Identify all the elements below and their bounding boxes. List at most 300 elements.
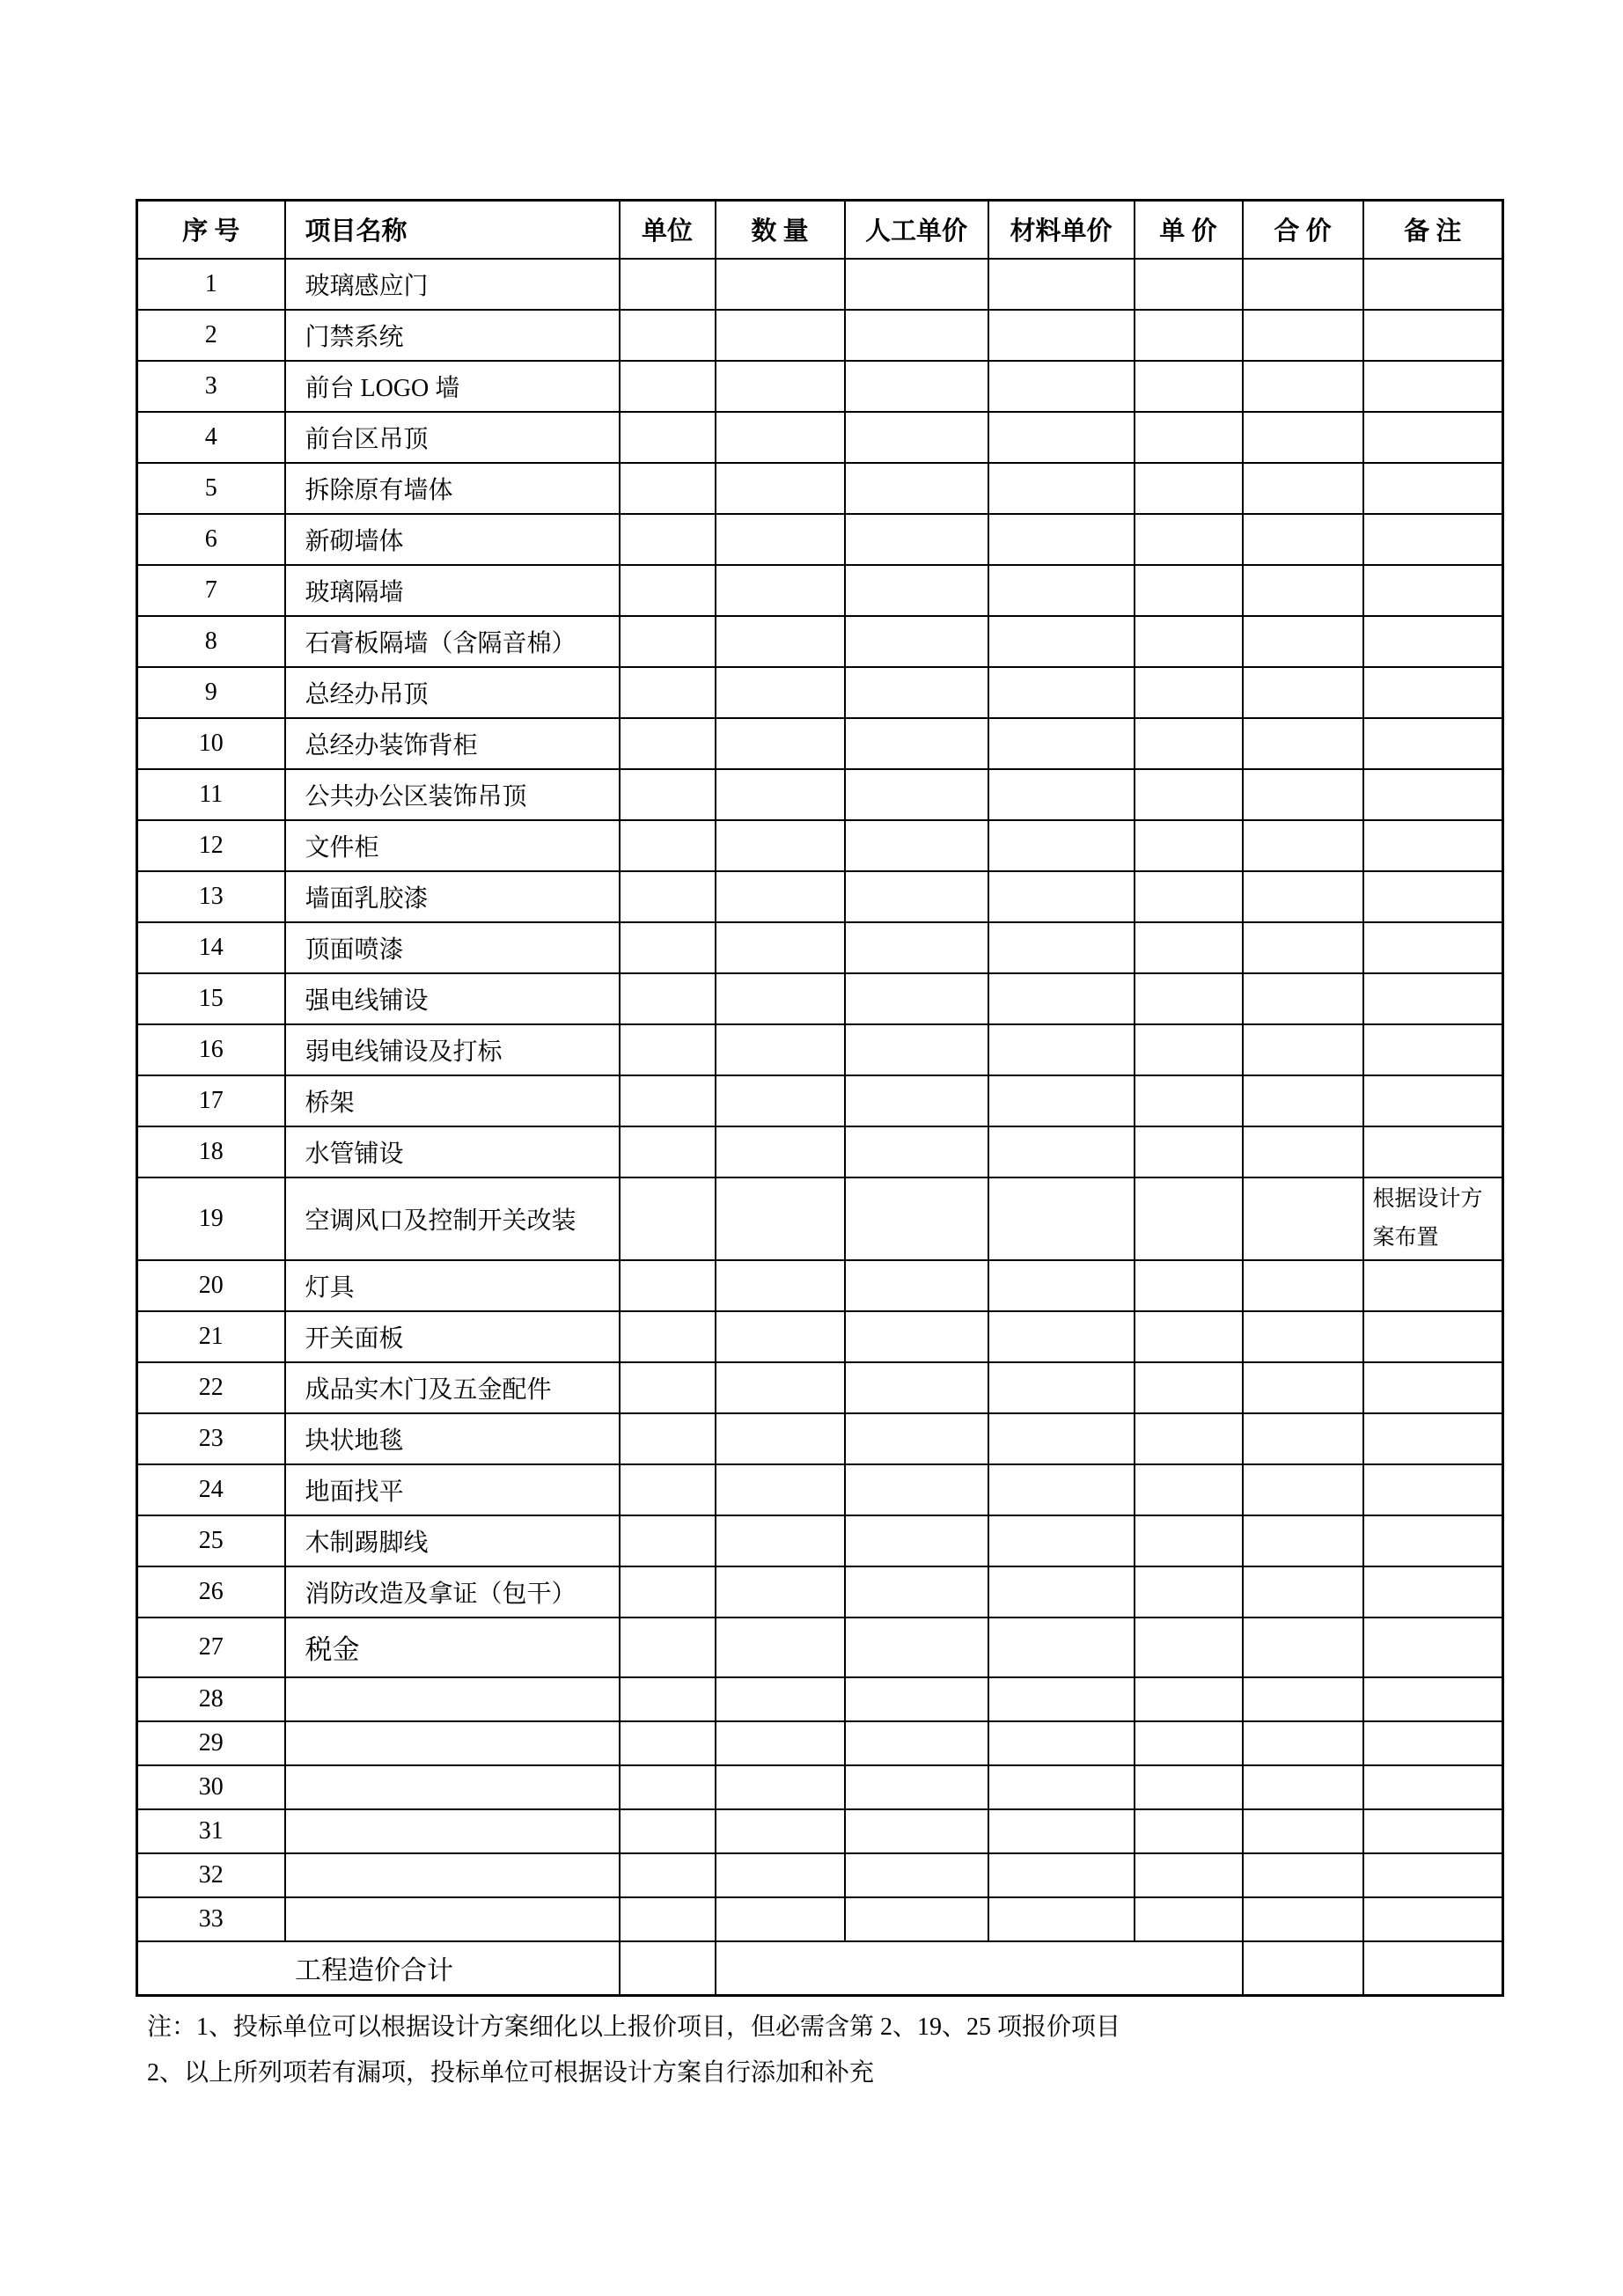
labor-unit-price-cell xyxy=(845,1311,988,1362)
remark-cell xyxy=(1363,1362,1503,1413)
total-price-cell xyxy=(1243,1024,1363,1075)
item-name-cell: 玻璃感应门 xyxy=(285,259,620,310)
labor-unit-price-cell xyxy=(845,1413,988,1464)
remark-cell xyxy=(1363,1677,1503,1721)
serial-number-cell: 28 xyxy=(137,1677,285,1721)
material-unit-price-cell xyxy=(988,922,1135,973)
remark-cell xyxy=(1363,871,1503,922)
table-row xyxy=(137,463,1503,514)
serial-number-cell: 21 xyxy=(137,1311,285,1362)
unit-price-cell xyxy=(1135,1260,1243,1311)
quantity-cell xyxy=(716,1075,845,1126)
quotation-table xyxy=(136,199,1504,1997)
unit-cell xyxy=(620,718,716,769)
table-row xyxy=(137,259,1503,310)
unit-cell xyxy=(620,1177,716,1260)
material-unit-price-cell xyxy=(988,1413,1135,1464)
serial-number-cell: 9 xyxy=(137,667,285,718)
material-unit-price-cell xyxy=(988,412,1135,463)
unit-price-cell xyxy=(1135,1897,1243,1941)
total-price-cell xyxy=(1243,1617,1363,1677)
serial-number-cell: 18 xyxy=(137,1126,285,1177)
remark-cell xyxy=(1363,1721,1503,1765)
unit-cell xyxy=(620,259,716,310)
remark-cell xyxy=(1363,1260,1503,1311)
labor-unit-price-cell xyxy=(845,463,988,514)
unit-cell xyxy=(620,514,716,565)
labor-unit-price-cell xyxy=(845,1677,988,1721)
total-price-cell xyxy=(1243,310,1363,361)
header-unit: 单位 xyxy=(620,201,716,259)
quantity-cell xyxy=(716,1853,845,1897)
material-unit-price-cell xyxy=(988,1617,1135,1677)
unit-cell xyxy=(620,310,716,361)
material-unit-price-cell xyxy=(988,1515,1135,1566)
header-quantity: 数 量 xyxy=(716,201,845,259)
item-name-cell: 桥架 xyxy=(285,1075,620,1126)
material-unit-price-cell xyxy=(988,1464,1135,1515)
table-row xyxy=(137,1126,1503,1177)
remark-cell xyxy=(1363,463,1503,514)
table-row xyxy=(137,1260,1503,1311)
labor-unit-price-cell xyxy=(845,1617,988,1677)
unit-cell xyxy=(620,820,716,871)
unit-cell xyxy=(620,871,716,922)
total-price-cell xyxy=(1243,871,1363,922)
item-name-cell xyxy=(285,1853,620,1897)
quantity-cell xyxy=(716,1765,845,1809)
total-price-cell xyxy=(1243,1677,1363,1721)
unit-cell xyxy=(620,463,716,514)
quantity-cell xyxy=(716,718,845,769)
quantity-cell xyxy=(716,1413,845,1464)
header-item-name: 项目名称 xyxy=(285,201,620,259)
remark-cell xyxy=(1363,1311,1503,1362)
serial-number-cell: 15 xyxy=(137,973,285,1024)
labor-unit-price-cell xyxy=(845,361,988,412)
serial-number-cell: 32 xyxy=(137,1853,285,1897)
table-row xyxy=(137,310,1503,361)
serial-number-cell: 30 xyxy=(137,1765,285,1809)
unit-price-cell xyxy=(1135,1362,1243,1413)
quantity-cell xyxy=(716,667,845,718)
remark-cell xyxy=(1363,973,1503,1024)
labor-unit-price-cell xyxy=(845,1566,988,1617)
quantity-cell xyxy=(716,361,845,412)
material-unit-price-cell xyxy=(988,259,1135,310)
total-price-cell xyxy=(1243,514,1363,565)
quantity-cell xyxy=(716,1897,845,1941)
unit-cell xyxy=(620,1721,716,1765)
unit-cell xyxy=(620,1765,716,1809)
unit-cell xyxy=(620,1311,716,1362)
remark-cell xyxy=(1363,1515,1503,1566)
footer-remark-cell xyxy=(1363,1941,1503,1996)
labor-unit-price-cell xyxy=(845,565,988,616)
material-unit-price-cell xyxy=(988,565,1135,616)
total-price-cell xyxy=(1243,1126,1363,1177)
quantity-cell xyxy=(716,565,845,616)
unit-price-cell xyxy=(1135,973,1243,1024)
remark-cell xyxy=(1363,1413,1503,1464)
labor-unit-price-cell xyxy=(845,820,988,871)
unit-cell xyxy=(620,1362,716,1413)
serial-number-cell: 29 xyxy=(137,1721,285,1765)
item-name-cell: 玻璃隔墙 xyxy=(285,565,620,616)
table-row xyxy=(137,412,1503,463)
serial-number-cell: 19 xyxy=(137,1177,285,1260)
quantity-cell xyxy=(716,616,845,667)
labor-unit-price-cell xyxy=(845,718,988,769)
remark-cell xyxy=(1363,667,1503,718)
unit-price-cell xyxy=(1135,1566,1243,1617)
unit-cell xyxy=(620,1126,716,1177)
remark-cell xyxy=(1363,1126,1503,1177)
remark-cell xyxy=(1363,259,1503,310)
item-name-cell: 石膏板隔墙（含隔音棉） xyxy=(285,616,620,667)
total-price-cell xyxy=(1243,1464,1363,1515)
header-serial-number: 序 号 xyxy=(137,201,285,259)
total-price-cell xyxy=(1243,1515,1363,1566)
total-price-cell xyxy=(1243,1897,1363,1941)
serial-number-cell: 26 xyxy=(137,1566,285,1617)
material-unit-price-cell xyxy=(988,1075,1135,1126)
item-name-cell: 木制踢脚线 xyxy=(285,1515,620,1566)
unit-cell xyxy=(620,616,716,667)
item-name-cell: 顶面喷漆 xyxy=(285,922,620,973)
header-total-price: 合 价 xyxy=(1243,201,1363,259)
labor-unit-price-cell xyxy=(845,616,988,667)
quantity-cell xyxy=(716,973,845,1024)
table-row xyxy=(137,667,1503,718)
quantity-cell xyxy=(716,412,845,463)
serial-number-cell: 5 xyxy=(137,463,285,514)
unit-price-cell xyxy=(1135,871,1243,922)
table-row xyxy=(137,1024,1503,1075)
table-row xyxy=(137,1617,1503,1677)
item-name-cell: 强电线铺设 xyxy=(285,973,620,1024)
item-name-cell: 公共办公区装饰吊顶 xyxy=(285,769,620,820)
total-price-cell xyxy=(1243,565,1363,616)
unit-cell xyxy=(620,1677,716,1721)
table-row xyxy=(137,1566,1503,1617)
material-unit-price-cell xyxy=(988,514,1135,565)
item-name-cell: 拆除原有墙体 xyxy=(285,463,620,514)
unit-price-cell xyxy=(1135,769,1243,820)
table-row xyxy=(137,616,1503,667)
header-labor-unit-price: 人工单价 xyxy=(845,201,988,259)
labor-unit-price-cell xyxy=(845,871,988,922)
labor-unit-price-cell xyxy=(845,1024,988,1075)
notes xyxy=(147,2005,1423,2096)
total-price-cell xyxy=(1243,616,1363,667)
labor-unit-price-cell xyxy=(845,1362,988,1413)
quantity-cell xyxy=(716,1362,845,1413)
labor-unit-price-cell xyxy=(845,769,988,820)
unit-cell xyxy=(620,1566,716,1617)
footer-unit-cell xyxy=(620,1941,716,1996)
total-price-cell xyxy=(1243,667,1363,718)
remark-cell xyxy=(1363,616,1503,667)
remark-cell xyxy=(1363,769,1503,820)
remark-cell xyxy=(1363,1809,1503,1853)
total-price-cell xyxy=(1243,1075,1363,1126)
unit-price-cell xyxy=(1135,718,1243,769)
unit-cell xyxy=(620,1853,716,1897)
unit-price-cell xyxy=(1135,1809,1243,1853)
remark-cell xyxy=(1363,922,1503,973)
remark-cell xyxy=(1363,1566,1503,1617)
table-row xyxy=(137,718,1503,769)
item-name-cell: 门禁系统 xyxy=(285,310,620,361)
serial-number-cell: 24 xyxy=(137,1464,285,1515)
serial-number-cell: 14 xyxy=(137,922,285,973)
table-row xyxy=(137,1311,1503,1362)
unit-price-cell xyxy=(1135,1464,1243,1515)
labor-unit-price-cell xyxy=(845,973,988,1024)
table-row xyxy=(137,871,1503,922)
remark-cell xyxy=(1363,1464,1503,1515)
total-price-cell xyxy=(1243,1765,1363,1809)
footer-total-price-cell xyxy=(1243,1941,1363,1996)
item-name-cell: 税金 xyxy=(285,1617,620,1677)
table-row xyxy=(137,1853,1503,1897)
unit-cell xyxy=(620,667,716,718)
table-row xyxy=(137,1362,1503,1413)
unit-cell xyxy=(620,1260,716,1311)
item-name-cell xyxy=(285,1721,620,1765)
serial-number-cell: 25 xyxy=(137,1515,285,1566)
total-price-cell xyxy=(1243,259,1363,310)
unit-cell xyxy=(620,1515,716,1566)
header-unit-price: 单 价 xyxy=(1135,201,1243,259)
labor-unit-price-cell xyxy=(845,1897,988,1941)
item-name-cell: 前台 LOGO 墙 xyxy=(285,361,620,412)
item-name-cell xyxy=(285,1677,620,1721)
quantity-cell xyxy=(716,1515,845,1566)
total-price-cell xyxy=(1243,1413,1363,1464)
material-unit-price-cell xyxy=(988,1177,1135,1260)
unit-cell xyxy=(620,1809,716,1853)
remark-cell xyxy=(1363,1897,1503,1941)
serial-number-cell: 11 xyxy=(137,769,285,820)
unit-price-cell xyxy=(1135,667,1243,718)
material-unit-price-cell xyxy=(988,667,1135,718)
item-name-cell: 成品实木门及五金配件 xyxy=(285,1362,620,1413)
labor-unit-price-cell xyxy=(845,1464,988,1515)
material-unit-price-cell xyxy=(988,1853,1135,1897)
material-unit-price-cell xyxy=(988,463,1135,514)
serial-number-cell: 2 xyxy=(137,310,285,361)
material-unit-price-cell xyxy=(988,1126,1135,1177)
item-name-cell: 弱电线铺设及打标 xyxy=(285,1024,620,1075)
total-price-cell xyxy=(1243,922,1363,973)
table-row xyxy=(137,514,1503,565)
serial-number-cell: 4 xyxy=(137,412,285,463)
material-unit-price-cell xyxy=(988,1897,1135,1941)
serial-number-cell: 33 xyxy=(137,1897,285,1941)
unit-cell xyxy=(620,1617,716,1677)
unit-price-cell xyxy=(1135,463,1243,514)
unit-price-cell xyxy=(1135,1617,1243,1677)
quantity-cell xyxy=(716,1126,845,1177)
labor-unit-price-cell xyxy=(845,1721,988,1765)
table-row xyxy=(137,973,1503,1024)
unit-price-cell xyxy=(1135,1311,1243,1362)
quantity-cell xyxy=(716,1260,845,1311)
table-row xyxy=(137,1765,1503,1809)
material-unit-price-cell xyxy=(988,973,1135,1024)
note-line-2: 2、以上所列项若有漏项，投标单位可根据设计方案自行添加和补充 xyxy=(147,2059,875,2087)
total-price-cell xyxy=(1243,463,1363,514)
material-unit-price-cell xyxy=(988,1260,1135,1311)
serial-number-cell: 6 xyxy=(137,514,285,565)
unit-price-cell xyxy=(1135,514,1243,565)
serial-number-cell: 1 xyxy=(137,259,285,310)
labor-unit-price-cell xyxy=(845,1853,988,1897)
header-remark: 备 注 xyxy=(1363,201,1503,259)
serial-number-cell: 7 xyxy=(137,565,285,616)
labor-unit-price-cell xyxy=(845,667,988,718)
labor-unit-price-cell xyxy=(845,1075,988,1126)
unit-price-cell xyxy=(1135,1075,1243,1126)
item-name-cell: 开关面板 xyxy=(285,1311,620,1362)
unit-price-cell xyxy=(1135,616,1243,667)
total-price-cell xyxy=(1243,1311,1363,1362)
item-name-cell: 墙面乳胶漆 xyxy=(285,871,620,922)
quantity-cell xyxy=(716,922,845,973)
material-unit-price-cell xyxy=(988,718,1135,769)
quantity-cell xyxy=(716,1464,845,1515)
item-name-cell: 消防改造及拿证（包干） xyxy=(285,1566,620,1617)
total-price-cell xyxy=(1243,361,1363,412)
serial-number-cell: 13 xyxy=(137,871,285,922)
table-header-row xyxy=(137,201,1503,259)
table-row xyxy=(137,565,1503,616)
serial-number-cell: 17 xyxy=(137,1075,285,1126)
table-row xyxy=(137,1464,1503,1515)
table-row xyxy=(137,1515,1503,1566)
quantity-cell xyxy=(716,1721,845,1765)
unit-price-cell xyxy=(1135,565,1243,616)
unit-cell xyxy=(620,922,716,973)
unit-cell xyxy=(620,412,716,463)
material-unit-price-cell xyxy=(988,1024,1135,1075)
table-row xyxy=(137,1413,1503,1464)
material-unit-price-cell xyxy=(988,310,1135,361)
item-name-cell xyxy=(285,1765,620,1809)
unit-cell xyxy=(620,1464,716,1515)
serial-number-cell: 16 xyxy=(137,1024,285,1075)
total-price-cell xyxy=(1243,1566,1363,1617)
remark-cell: 根据设计方案布置 xyxy=(1363,1177,1503,1260)
footer-merged-blank-cell xyxy=(716,1941,1243,1996)
table-footer-row xyxy=(137,1941,1503,1996)
quantity-cell xyxy=(716,1809,845,1853)
quantity-cell xyxy=(716,259,845,310)
serial-number-cell: 20 xyxy=(137,1260,285,1311)
remark-cell xyxy=(1363,565,1503,616)
material-unit-price-cell xyxy=(988,1721,1135,1765)
unit-price-cell xyxy=(1135,1721,1243,1765)
table-row xyxy=(137,1677,1503,1721)
table-row xyxy=(137,361,1503,412)
unit-price-cell xyxy=(1135,1515,1243,1566)
header-material-unit-price: 材料单价 xyxy=(988,201,1135,259)
remark-cell xyxy=(1363,1853,1503,1897)
labor-unit-price-cell xyxy=(845,310,988,361)
material-unit-price-cell xyxy=(988,769,1135,820)
material-unit-price-cell xyxy=(988,1362,1135,1413)
total-price-cell xyxy=(1243,1362,1363,1413)
quantity-cell xyxy=(716,1311,845,1362)
item-name-cell: 前台区吊顶 xyxy=(285,412,620,463)
unit-cell xyxy=(620,769,716,820)
footer-total-label-cell: 工程造价合计 xyxy=(137,1941,620,1996)
unit-price-cell xyxy=(1135,412,1243,463)
item-name-cell: 地面找平 xyxy=(285,1464,620,1515)
total-price-cell xyxy=(1243,412,1363,463)
unit-price-cell xyxy=(1135,820,1243,871)
total-price-cell xyxy=(1243,973,1363,1024)
labor-unit-price-cell xyxy=(845,1809,988,1853)
remark-cell xyxy=(1363,1765,1503,1809)
table-row xyxy=(137,820,1503,871)
item-name-cell: 总经办装饰背柜 xyxy=(285,718,620,769)
remark-cell xyxy=(1363,1075,1503,1126)
remark-cell xyxy=(1363,1024,1503,1075)
total-price-cell xyxy=(1243,718,1363,769)
quantity-cell xyxy=(716,769,845,820)
unit-price-cell xyxy=(1135,259,1243,310)
unit-cell xyxy=(620,361,716,412)
unit-cell xyxy=(620,565,716,616)
unit-price-cell xyxy=(1135,1677,1243,1721)
labor-unit-price-cell xyxy=(845,412,988,463)
item-name-cell xyxy=(285,1809,620,1853)
remark-cell xyxy=(1363,310,1503,361)
unit-cell xyxy=(620,1024,716,1075)
material-unit-price-cell xyxy=(988,1311,1135,1362)
labor-unit-price-cell xyxy=(845,514,988,565)
unit-price-cell xyxy=(1135,1765,1243,1809)
serial-number-cell: 27 xyxy=(137,1617,285,1677)
unit-cell xyxy=(620,1897,716,1941)
serial-number-cell: 31 xyxy=(137,1809,285,1853)
quantity-cell xyxy=(716,871,845,922)
table-row xyxy=(137,922,1503,973)
unit-price-cell xyxy=(1135,1126,1243,1177)
serial-number-cell: 10 xyxy=(137,718,285,769)
quantity-cell xyxy=(716,1677,845,1721)
material-unit-price-cell xyxy=(988,616,1135,667)
unit-price-cell xyxy=(1135,1177,1243,1260)
serial-number-cell: 23 xyxy=(137,1413,285,1464)
labor-unit-price-cell xyxy=(845,259,988,310)
quantity-cell xyxy=(716,1024,845,1075)
material-unit-price-cell xyxy=(988,820,1135,871)
remark-cell xyxy=(1363,361,1503,412)
labor-unit-price-cell xyxy=(845,922,988,973)
table-row xyxy=(137,769,1503,820)
remark-cell xyxy=(1363,718,1503,769)
total-price-cell xyxy=(1243,1809,1363,1853)
serial-number-cell: 12 xyxy=(137,820,285,871)
note-line-1: 注：1、投标单位可以根据设计方案细化以上报价项目，但必需含第 2、19、25 项报价项目 xyxy=(147,2014,1121,2041)
unit-price-cell xyxy=(1135,1024,1243,1075)
labor-unit-price-cell xyxy=(845,1126,988,1177)
table-row xyxy=(137,1809,1503,1853)
